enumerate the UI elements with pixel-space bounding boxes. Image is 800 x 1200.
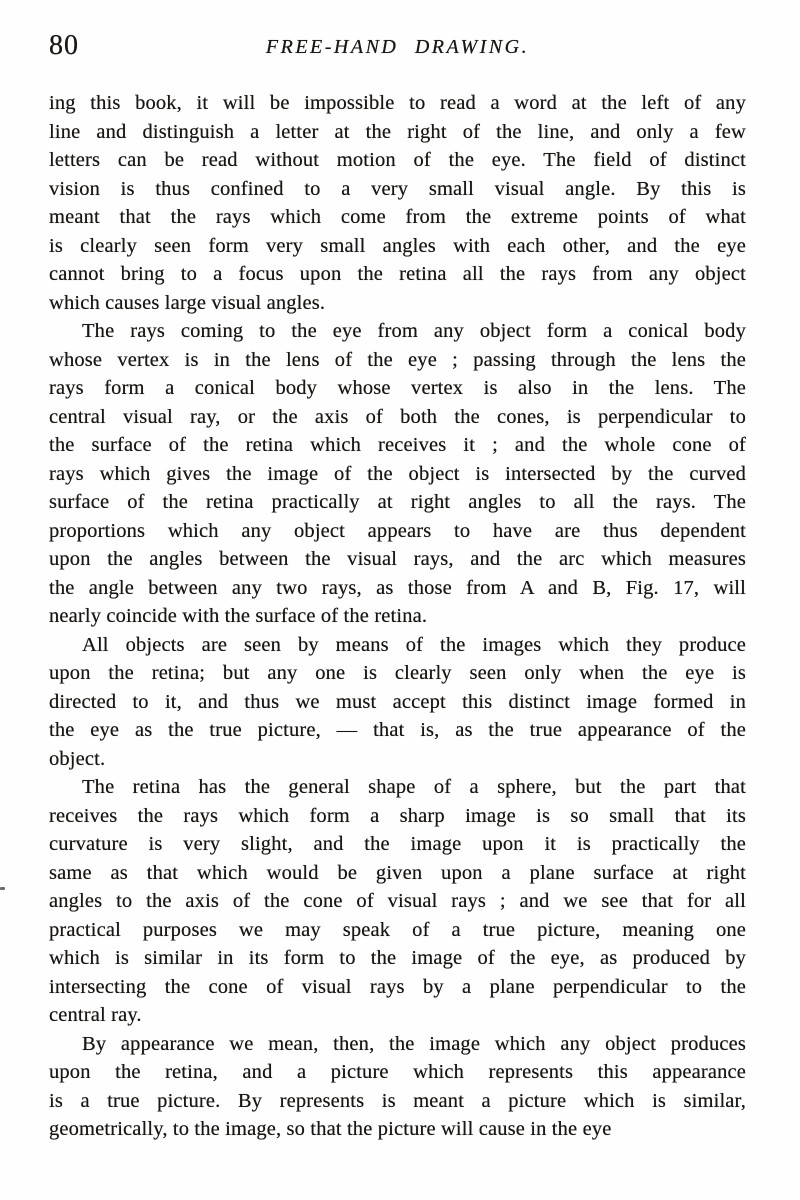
text-line: object.: [49, 747, 106, 770]
text-line: rays form a conical body whose vertex is also in the lens. The: [49, 377, 746, 399]
paragraph: [49, 1030, 746, 1144]
text-line: practical purposes we may speak of a true picture, meaning one: [49, 918, 746, 941]
text-line: central visual ray, or the axis of both the cones, is perpendicular to: [49, 405, 746, 428]
text-line: surface of the retina practically at right angles to all the rays. The: [49, 491, 746, 513]
text-line: proportions which any object appears to have are thus dependent: [49, 519, 746, 542]
text-line: which is similar in its form to the image of the eye, as produced by: [49, 947, 746, 969]
page-header: [49, 30, 746, 66]
text-line: is clearly seen form very small angles with each other, and the eye: [49, 234, 746, 257]
text-line: vision is thus confined to a very small visual angle. By this is: [49, 177, 746, 200]
text-line: is a true picture. By represents is meant a picture which is similar,: [49, 1089, 746, 1112]
text-line: geometrically, to the image, so that the picture will cause in the eye: [49, 1118, 612, 1140]
text-line: By appearance we mean, then, the image which any object produces: [82, 1032, 746, 1055]
text-line: central ray.: [49, 1004, 142, 1026]
text-line: meant that the rays which come from the extreme points of what: [49, 206, 746, 228]
text-line: nearly coincide with the surface of the retina.: [49, 605, 428, 627]
text-line: whose vertex is in the lens of the eye ; passing through the lens the: [49, 348, 746, 371]
text-line: the angle between any two rays, as those from A and B, Fig. 17, will: [49, 576, 746, 599]
paragraph: [49, 317, 746, 631]
text-line: receives the rays which form a sharp image is so small that its: [49, 804, 746, 827]
text-line: the surface of the retina which receives it ; and the whole cone of: [49, 434, 746, 456]
text-line: upon the retina, and a picture which represents this appearance: [49, 1061, 746, 1083]
text-line: letters can be read without motion of the eye. The field of distinct: [49, 149, 746, 171]
text-line: angles to the axis of the cone of visual rays ; and we see that for all: [49, 890, 746, 912]
text-line: curvature is very slight, and the image upon it is practically the: [49, 833, 746, 855]
paragraph: [49, 631, 746, 774]
text-line: the eye as the true picture, — that is, as the true appearance of the: [49, 719, 746, 741]
text-line: upon the retina; but any one is clearly seen only when the eye is: [49, 662, 746, 684]
text-line: directed to it, and thus we must accept this distinct image formed in: [49, 690, 746, 713]
text-line: The retina has the general shape of a sphere, but the part that: [82, 776, 746, 798]
text-line: cannot bring to a focus upon the retina all the rays from any object: [49, 263, 746, 285]
text-line: intersecting the cone of visual rays by a plane perpendicular to the: [49, 975, 746, 998]
text-line: ing this book, it will be impossible to read a word at the left of any: [49, 92, 746, 114]
paragraph: [49, 773, 746, 1030]
text-line: upon the angles between the visual rays, and the arc which measures: [49, 548, 746, 570]
text-line: rays which gives the image of the object is intersected by the curved: [49, 462, 746, 485]
running-title: FREE-HAND DRAWING.: [265, 36, 530, 58]
text-line: which causes large visual angles.: [49, 291, 326, 314]
text-line: line and distinguish a letter at the right of the line, and only a few: [49, 120, 746, 143]
text-line: All objects are seen by means of the images which they produce: [82, 633, 746, 656]
page-number: 80: [49, 30, 79, 61]
text-line: same as that which would be given upon a plane surface at right: [49, 861, 746, 884]
scan-speck-mark: [0, 887, 5, 890]
text-line: The rays coming to the eye from any object form a conical body: [82, 320, 746, 342]
page-body: [49, 89, 746, 1144]
paragraph: [49, 89, 746, 317]
